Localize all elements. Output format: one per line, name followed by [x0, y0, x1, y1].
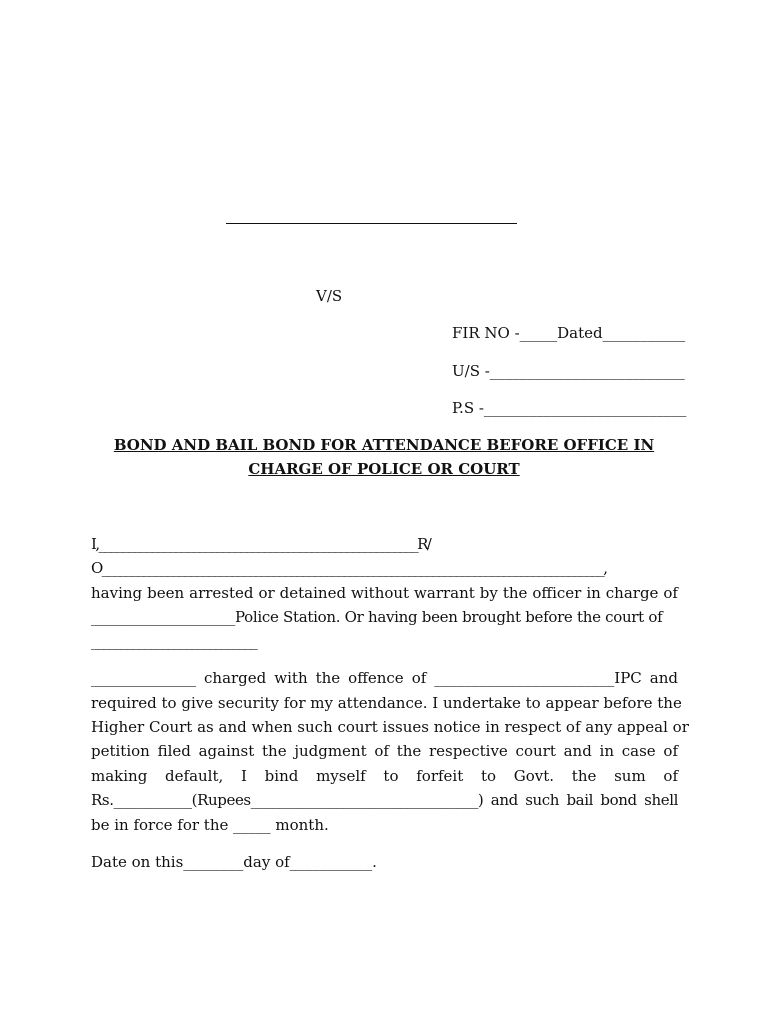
- under-section-line: U/S -__________________________: [452, 362, 685, 380]
- fir-number-line: FIR NO -_____Dated___________: [452, 324, 686, 342]
- undertaking-line-2: Higher Court as and when such court issues notice in respect of any appeal or: [91, 718, 689, 736]
- undertaking-line-4: making default, I bind myself to forfeit to Govt. the sum of: [91, 767, 678, 785]
- police-station-statement-line: ____________________Police Station. Or having been brought before the court of: [91, 608, 663, 626]
- document-title-line-1: BOND AND BAIL BOND FOR ATTENDANCE BEFORE OFFICE IN: [113, 436, 655, 454]
- court-name-blank-line: ____________________________: [91, 632, 257, 650]
- party-name-blank-line: [226, 223, 517, 224]
- undertaking-line-3: petition filed against the judgment of the respective court and in case of: [91, 742, 678, 760]
- undertaking-line-1: required to give security for my attendance. I undertake to appear before the: [91, 694, 682, 712]
- date-line: Date on this________day of___________.: [91, 853, 377, 871]
- police-station-line: P.S -___________________________: [452, 399, 687, 417]
- bond-amount-line: Rs.___________(Rupees________________________________) and such bail bond shell: [91, 791, 678, 809]
- bond-duration-line: be in force for the _____ month.: [91, 816, 329, 834]
- document-title-line-2: CHARGE OF POLICE OR COURT: [248, 460, 520, 478]
- residence-line: O_____________________________________________________________________________________,: [91, 559, 607, 577]
- offence-line: ______________ charged with the offence of ________________________IPC and: [91, 669, 678, 687]
- arrest-statement-line: having been arrested or detained without warrant by the officer in charge of: [91, 584, 678, 602]
- versus-label: V/S: [316, 287, 343, 305]
- declarant-name-line: I,______________________________________________________R/: [91, 535, 431, 553]
